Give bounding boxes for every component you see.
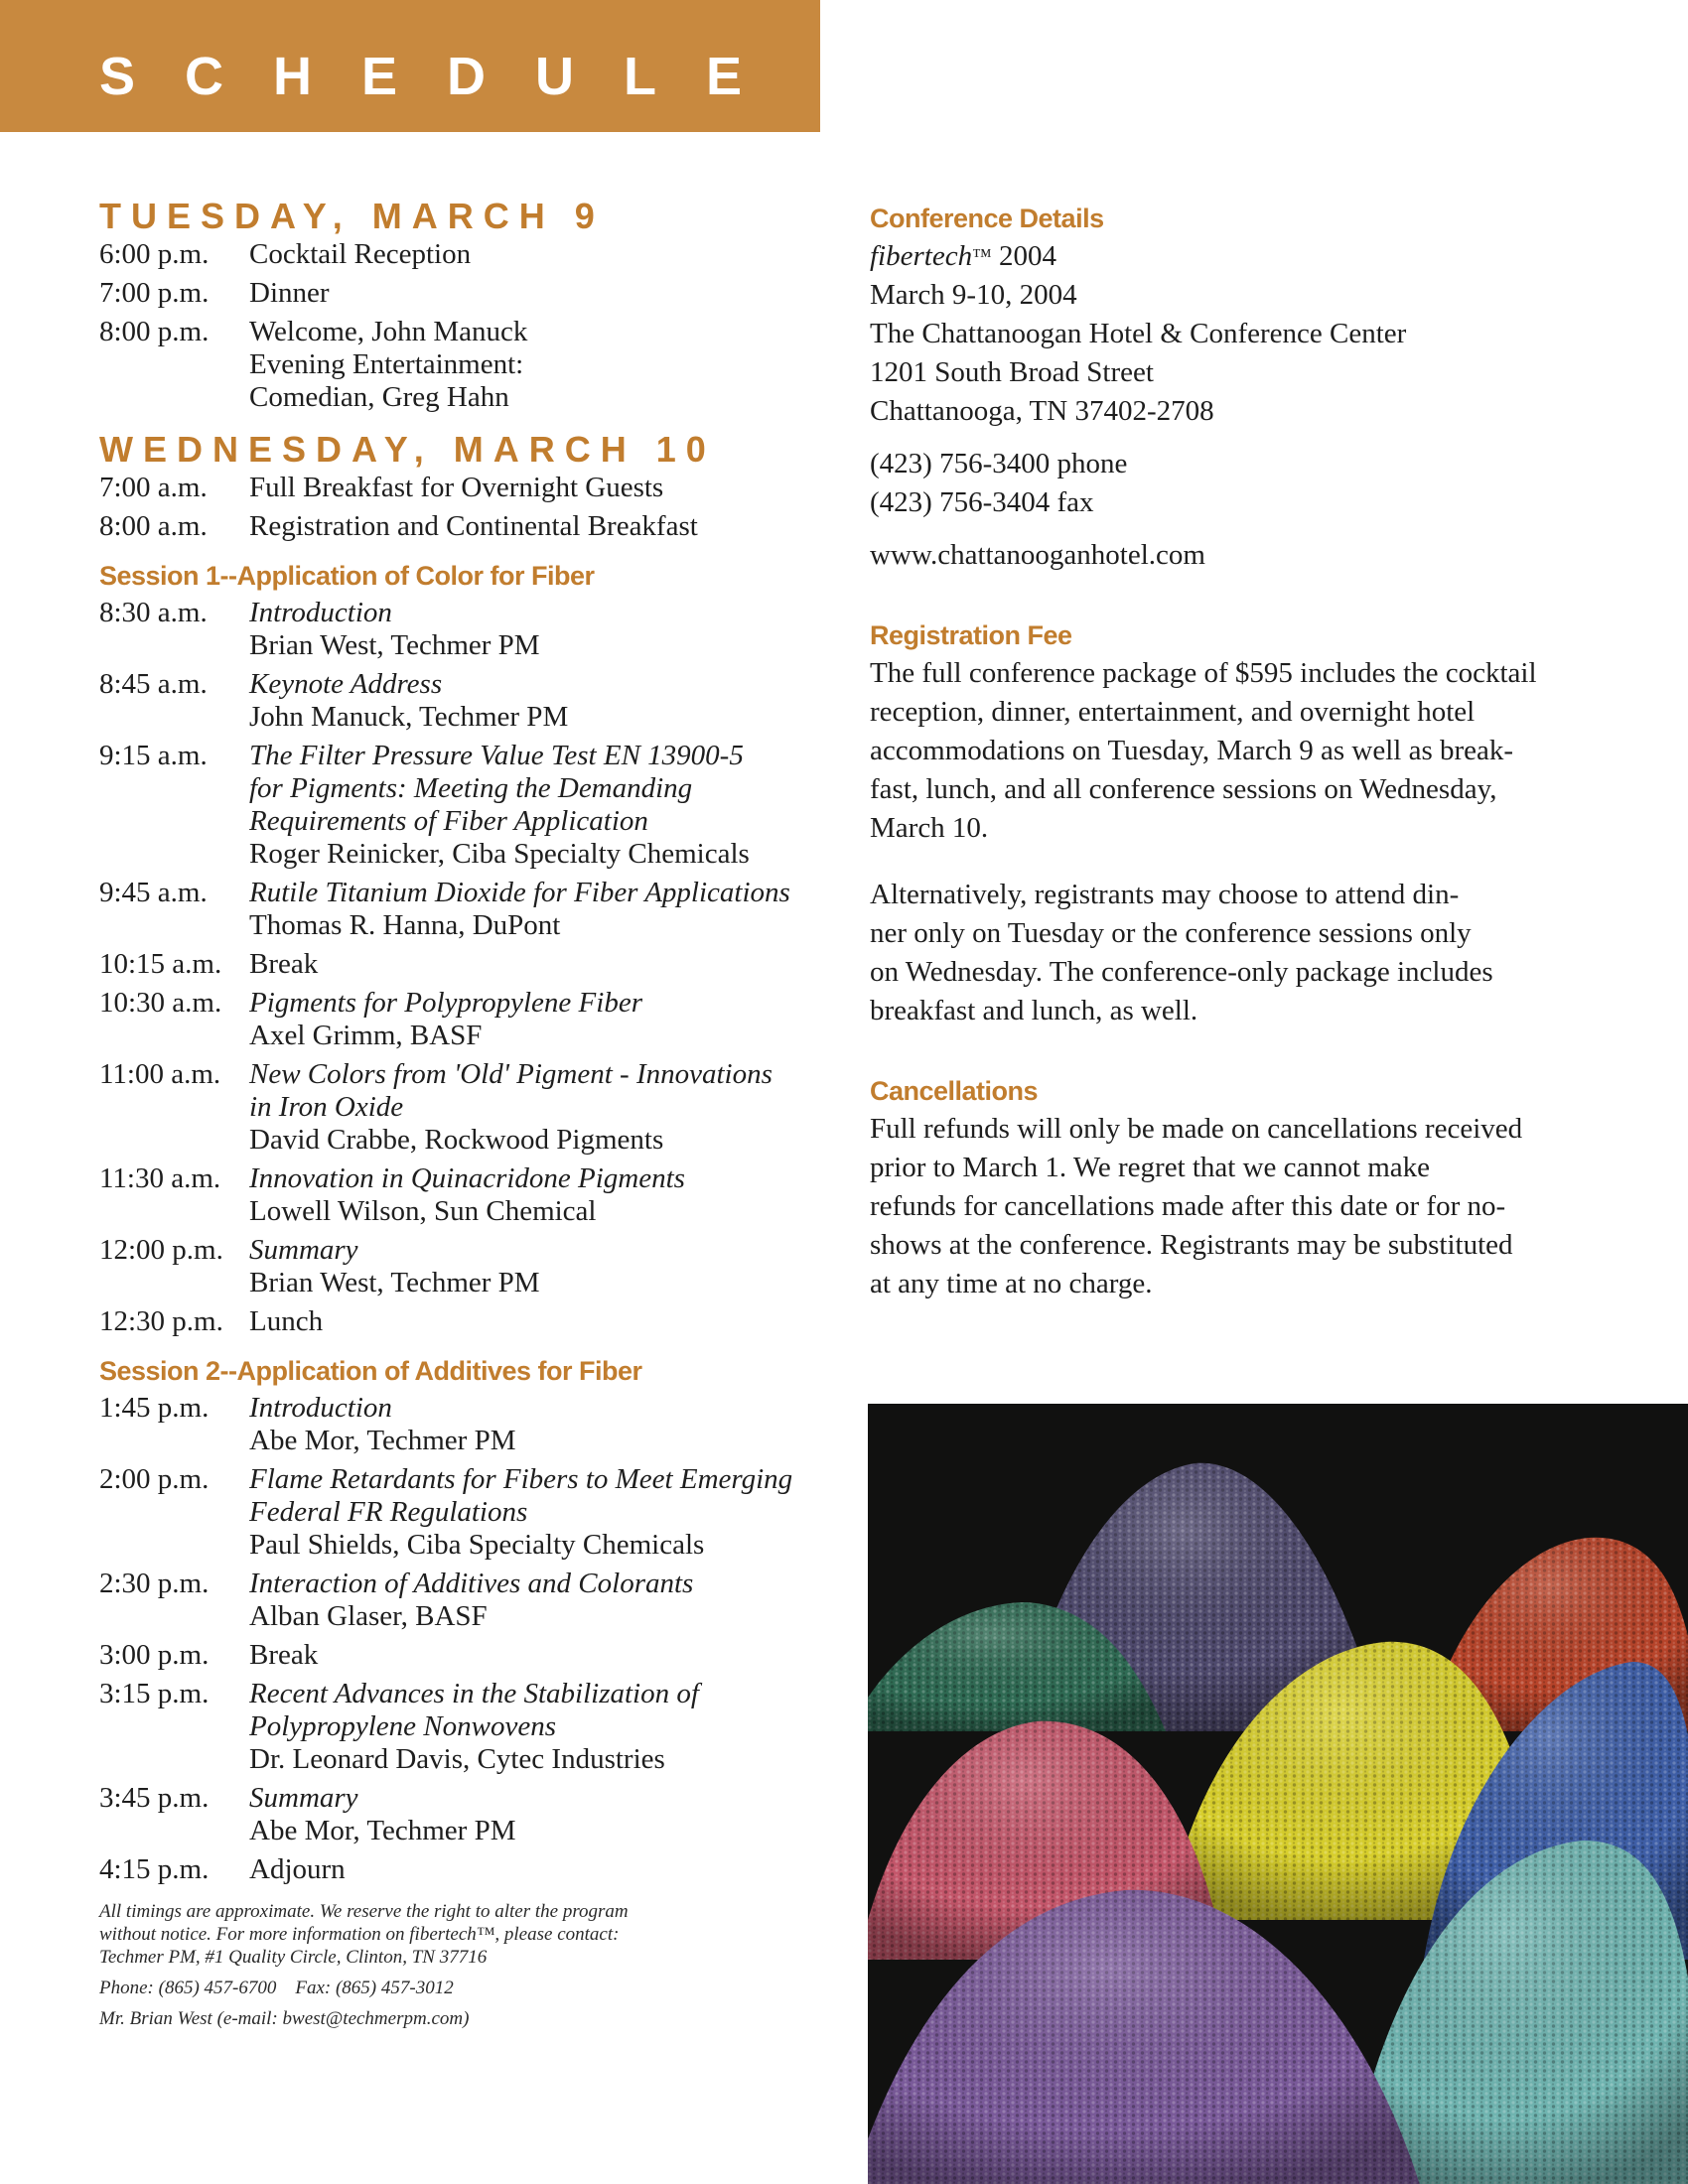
details-column [870,202,1605,1303]
row-speaker: Axel Grimm, BASF [249,1020,483,1051]
row-time: 11:00 a.m. [99,1058,221,1090]
footnote [99,1900,834,2030]
pellets-photo [868,1404,1688,2184]
row-time: 10:15 a.m. [99,948,222,980]
cancellations-text [870,1110,1605,1303]
row-title: New Colors from 'Old' Pigment - Innovations in Iron Oxide [249,1058,773,1123]
row-time: 8:00 p.m. [99,316,210,347]
row-line: Comedian, Greg Hahn [249,381,509,413]
registration-line: fast, lunch, and all conference sessions on Wednesday, [870,773,1497,805]
row-speaker: David Crabbe, Rockwood Pigments [249,1124,664,1156]
row-title: The Filter Pressure Value Test EN 13900-5 for Pigments: Meeting the Demanding Requirements of Fiber Application [249,740,744,837]
schedule-row [99,1678,834,1776]
conference-details-heading: Conference Details [870,204,1104,233]
schedule-row [99,877,834,942]
row-title: Break [249,948,319,980]
cancellations-line: prior to March 1. We regret that we cannot make [870,1152,1431,1183]
cancellations-line: shows at the conference. Registrants may be substituted [870,1229,1513,1261]
row-speaker: John Manuck, Techmer PM [249,701,569,733]
schedule-row [99,510,834,543]
row-speaker: Paul Shields, Ciba Specialty Chemicals [249,1529,705,1561]
cancellations-line: Full refunds will only be made on cancellations received [870,1113,1523,1145]
schedule-row [99,1568,834,1633]
row-time: 12:00 p.m. [99,1234,223,1266]
banner-title: SCHEDULE [99,47,792,106]
footnote-line: Techmer PM, #1 Quality Circle, Clinton, TN 37716 [99,1947,488,1968]
row-title: Adjourn [249,1853,346,1885]
row-time: 3:15 p.m. [99,1678,210,1709]
row-title: Rutile Titanium Dioxide for Fiber Applications [249,877,790,908]
tuesday-list [99,238,834,414]
schedule-row [99,987,834,1052]
wednesday-list [99,472,834,543]
schedule-row [99,472,834,504]
conference-street: 1201 South Broad Street [870,356,1154,388]
pellet-piles-image [868,1404,1688,2184]
tuesday-heading: TUESDAY, MARCH 9 [99,196,605,236]
footnote-phone: Phone: (865) 457-6700 Fax: (865) 457-3012 [99,1978,454,1998]
row-time: 8:30 a.m. [99,597,208,628]
registration-para1 [870,654,1605,848]
row-speaker: Alban Glaser, BASF [249,1600,488,1632]
registration-line: March 10. [870,812,989,844]
row-time: 7:00 p.m. [99,277,210,309]
cancellations-line: at any time at no charge. [870,1268,1153,1299]
conference-phone: (423) 756-3400 phone [870,448,1128,479]
registration-line: ner only on Tuesday or the conference sessions only [870,917,1472,949]
schedule-row [99,1234,834,1299]
conference-website[interactable]: www.chattanooganhotel.com [870,539,1205,571]
schedule-row [99,238,834,271]
session1-list [99,597,834,1338]
wednesday-heading: WEDNESDAY, MARCH 10 [99,429,716,470]
session2-list [99,1392,834,1886]
schedule-column [99,195,834,2030]
registration-line: accommodations on Tuesday, March 9 as well as break- [870,735,1514,766]
schedule-row [99,740,834,871]
row-title: Registration and Continental Breakfast [249,510,698,542]
registration-line: breakfast and lunch, as well. [870,995,1198,1026]
footnote-line: All timings are approximate. We reserve the right to alter the program [99,1901,629,1922]
row-title: Break [249,1639,319,1671]
schedule-row [99,1058,834,1157]
registration-para2 [870,876,1605,1030]
row-title: Welcome, John Manuck [249,316,528,347]
row-time: 3:45 p.m. [99,1782,210,1814]
row-title: Full Breakfast for Overnight Guests [249,472,664,503]
schedule-row [99,316,834,414]
row-title: Introduction [249,1392,392,1424]
trademark-symbol: ™ [972,245,992,267]
row-line: Evening Entertainment: [249,348,524,380]
registration-line: on Wednesday. The conference-only package includes [870,956,1493,988]
row-title: Innovation in Quinacridone Pigments [249,1162,685,1194]
row-time: 12:30 p.m. [99,1305,223,1337]
row-speaker: Brian West, Techmer PM [249,1267,540,1298]
row-speaker: Lowell Wilson, Sun Chemical [249,1195,597,1227]
row-title: Cocktail Reception [249,238,472,270]
schedule-row [99,668,834,734]
footnote-line: without notice. For more information on fibertech™, please contact: [99,1924,620,1945]
conference-venue: The Chattanoogan Hotel & Conference Center [870,318,1407,349]
row-speaker: Abe Mor, Techmer PM [249,1425,516,1456]
session1-heading: Session 1--Application of Color for Fiber [99,561,595,591]
row-speaker: Dr. Leonard Davis, Cytec Industries [249,1743,665,1775]
footnote-contact: Mr. Brian West (e-mail: bwest@techmerpm.com) [99,2008,470,2029]
schedule-row [99,1392,834,1457]
row-title: Keynote Address [249,668,443,700]
row-time: 1:45 p.m. [99,1392,210,1424]
schedule-row [99,597,834,662]
row-speaker: Abe Mor, Techmer PM [249,1815,516,1846]
session2-heading: Session 2--Application of Additives for Fiber [99,1356,642,1386]
schedule-row [99,1782,834,1847]
row-time: 6:00 p.m. [99,238,210,270]
row-title: Lunch [249,1305,324,1337]
row-speaker: Roger Reinicker, Ciba Specialty Chemicals [249,838,750,870]
row-time: 9:45 a.m. [99,877,208,908]
row-title: Interaction of Additives and Colorants [249,1568,694,1599]
schedule-row [99,948,834,981]
schedule-row [99,1162,834,1228]
row-time: 8:00 a.m. [99,510,208,542]
row-title: Introduction [249,597,392,628]
registration-fee-heading: Registration Fee [870,620,1072,650]
row-title: Flame Retardants for Fibers to Meet Emerging Federal FR Regulations [249,1463,793,1528]
row-time: 10:30 a.m. [99,987,222,1019]
row-time: 2:30 p.m. [99,1568,210,1599]
row-time: 2:00 p.m. [99,1463,210,1495]
conference-year: 2004 [991,240,1056,272]
row-speaker: Brian West, Techmer PM [249,629,540,661]
conference-city: Chattanooga, TN 37402-2708 [870,395,1214,427]
row-title: Summary [249,1782,358,1814]
row-time: 9:15 a.m. [99,740,208,771]
row-title: Pigments for Polypropylene Fiber [249,987,642,1019]
conference-name [870,237,1605,276]
schedule-row [99,1305,834,1338]
cancellations-heading: Cancellations [870,1076,1039,1106]
row-time: 3:00 p.m. [99,1639,210,1671]
cancellations-line: refunds for cancellations made after this date or for no- [870,1190,1506,1222]
row-time: 7:00 a.m. [99,472,208,503]
row-title: Dinner [249,277,330,309]
conference-fax: (423) 756-3404 fax [870,486,1094,518]
schedule-banner [0,0,820,132]
schedule-row [99,1853,834,1886]
schedule-row [99,277,834,310]
schedule-row [99,1639,834,1672]
registration-line: Alternatively, registrants may choose to attend din- [870,879,1460,910]
registration-line: reception, dinner, entertainment, and overnight hotel [870,696,1476,728]
conference-name-italic: fibertech [870,240,973,272]
row-speaker: Thomas R. Hanna, DuPont [249,909,561,941]
row-time: 8:45 a.m. [99,668,208,700]
row-title: Summary [249,1234,358,1266]
conference-dates: March 9-10, 2004 [870,279,1077,311]
row-title: Recent Advances in the Stabilization of Polypropylene Nonwovens [249,1678,699,1742]
registration-line: The full conference package of $595 includes the cocktail [870,657,1537,689]
row-time: 11:30 a.m. [99,1162,221,1194]
row-time: 4:15 p.m. [99,1853,210,1885]
schedule-row [99,1463,834,1562]
